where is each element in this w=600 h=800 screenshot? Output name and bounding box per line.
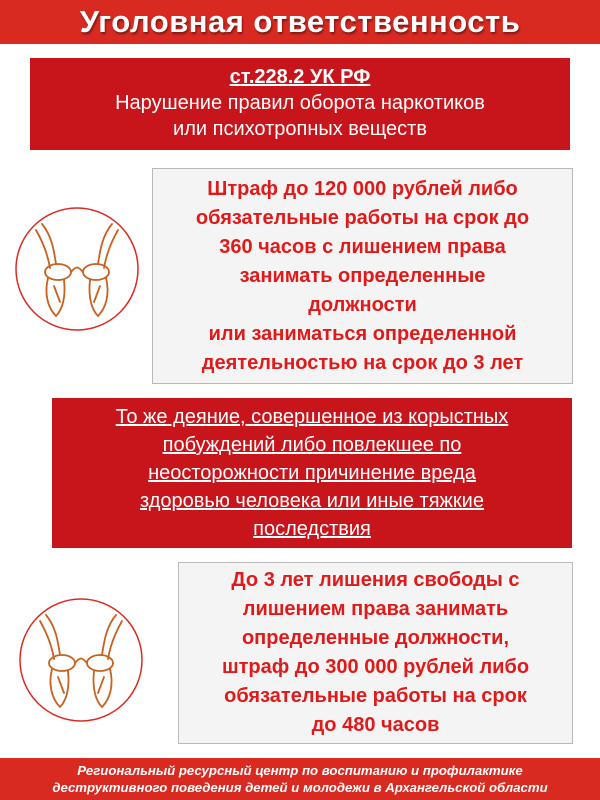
- footer-banner: [0, 758, 600, 800]
- header-banner: [0, 0, 600, 44]
- aggravated-line: То же деяние, совершенное из корыстных: [115, 406, 509, 428]
- penalty-line: лишением права занимать: [242, 598, 509, 620]
- aggravated-line: последствия: [253, 518, 371, 540]
- penalty-box: [152, 168, 573, 384]
- penalty-line: обязательные работы на срок до: [195, 206, 530, 229]
- aggravated-line: неосторожности причинение вреда: [148, 462, 476, 484]
- penalty-line: штраф до 300 000 рублей либо: [221, 656, 530, 678]
- law-article-box: [30, 58, 570, 150]
- penalty-line: 360 часов с лишением права: [219, 235, 506, 258]
- page-title: Уголовная ответственность: [79, 4, 521, 39]
- penalty-line: или заниматься определенной: [208, 322, 517, 345]
- aggravated-line: побуждений либо повлекшее по: [162, 434, 462, 456]
- law-description-line: или психотропных веществ: [173, 118, 427, 140]
- aggravated-line: здоровью человека или иные тяжкие: [140, 490, 484, 512]
- handcuffs-icon: [18, 597, 144, 723]
- penalty-line: определенные должности,: [241, 627, 510, 649]
- handcuffs-icon: [14, 206, 140, 332]
- penalty-line: обязательные работы на срок: [224, 685, 527, 707]
- aggravated-offense-box: [52, 398, 572, 548]
- footer-line: Региональный ресурсный центр по воспитанию и профилактике: [77, 763, 523, 778]
- footer-line: деструктивного поведения детей и молодежи в Архангельской области: [52, 780, 548, 795]
- penalty-line: До 3 лет лишения свободы с: [231, 569, 520, 591]
- penalty-line: должности: [308, 293, 417, 316]
- law-article: ст.228.2 УК РФ: [229, 66, 371, 88]
- penalty-line: Штраф до 120 000 рублей либо: [207, 177, 518, 200]
- penalty-box: [178, 562, 573, 744]
- penalty-line: занимать определенные: [239, 264, 486, 287]
- penalty-line: деятельностью на срок до 3 лет: [201, 351, 524, 374]
- penalty-line: до 480 часов: [311, 714, 440, 736]
- law-description-line: Нарушение правил оборота наркотиков: [115, 92, 485, 114]
